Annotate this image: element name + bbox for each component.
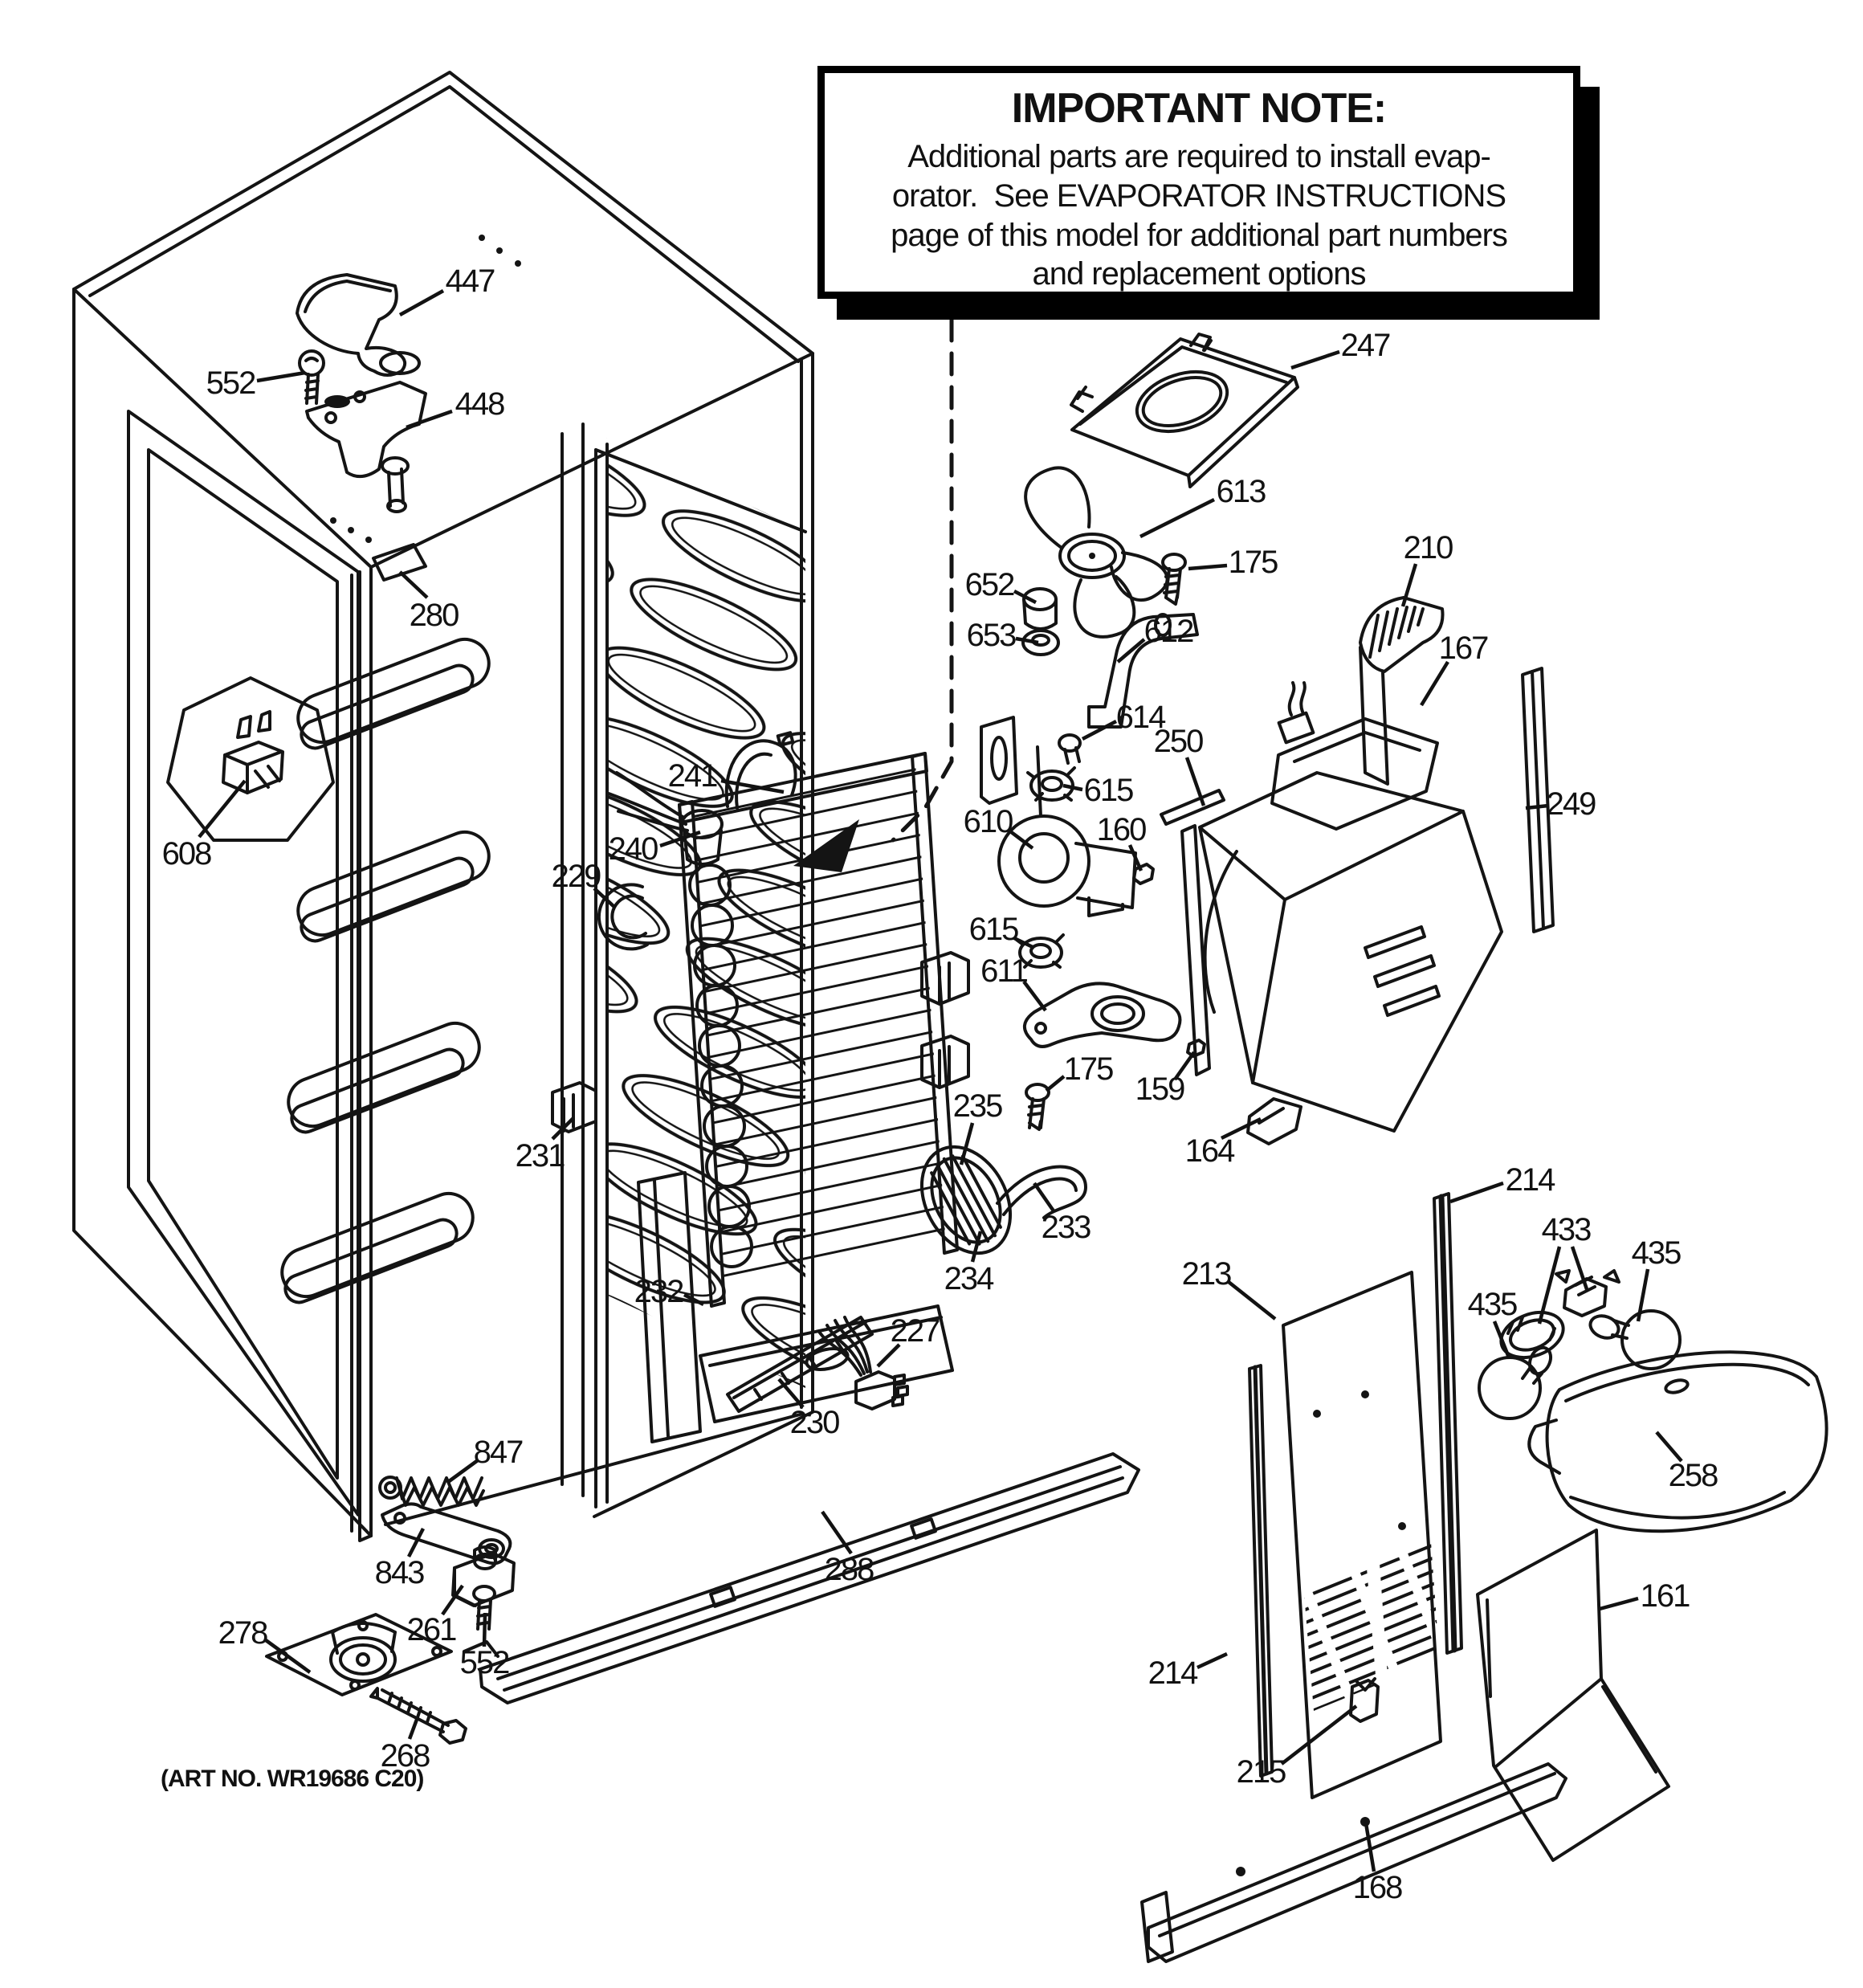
icemaker-assembly: [1134, 598, 1553, 1144]
part-label-653-26: 653: [966, 618, 1016, 653]
note-title: IMPORTANT NOTE:: [1011, 85, 1387, 132]
part-label-615-29: 615: [1083, 773, 1133, 808]
panel-vent-grid-b: [1380, 1542, 1439, 1676]
part-label-552-1: 552: [206, 365, 255, 401]
base-parts: [267, 1477, 514, 1743]
leader-line-214: [1450, 1183, 1503, 1202]
note-line: Additional parts are required to install evap-: [907, 139, 1490, 174]
part-label-231-8: 231: [515, 1138, 565, 1174]
leader-line-214: [1197, 1654, 1227, 1668]
part-label-210-34: 210: [1403, 530, 1453, 565]
part-label-610-30: 610: [963, 804, 1013, 839]
part-label-167-36: 167: [1438, 631, 1488, 666]
leader-line-258: [1657, 1432, 1682, 1461]
leader-line-552: [484, 1613, 485, 1647]
part-label-164-40: 164: [1184, 1133, 1234, 1169]
part-label-435-45: 435: [1467, 1287, 1517, 1322]
part-label-280-3: 280: [409, 598, 459, 633]
part-613-fan-blade: [1025, 467, 1167, 636]
art-number: (ART NO. WR19686 C20): [161, 1766, 424, 1792]
leader-line-247: [1291, 352, 1339, 368]
part-label-247-22: 247: [1340, 328, 1390, 363]
part-label-843-17: 843: [374, 1555, 424, 1590]
part-258-light-shield: [1529, 1352, 1826, 1531]
part-label-213-42: 213: [1181, 1256, 1231, 1292]
leader-line-447: [400, 291, 443, 315]
part-label-227-13: 227: [890, 1313, 940, 1349]
part-label-258-46: 258: [1668, 1458, 1718, 1493]
leader-line-448: [406, 411, 452, 427]
leader-line-213: [1229, 1282, 1275, 1319]
part-label-278-20: 278: [218, 1615, 267, 1651]
part-label-160-38: 160: [1096, 812, 1146, 847]
leader-line-167: [1421, 662, 1448, 705]
part-label-250-35: 250: [1153, 724, 1203, 759]
part-label-608-4: 608: [161, 836, 211, 872]
leader-line-843: [409, 1529, 423, 1557]
part-label-612-27: 612: [1143, 614, 1193, 649]
part-label-611-32: 611: [980, 953, 1027, 989]
part-label-268-21: 268: [380, 1738, 430, 1774]
leader-line-280: [400, 572, 427, 598]
part-label-241-5: 241: [667, 758, 717, 794]
part-160-clip: [1134, 864, 1153, 884]
part-label-175-24: 175: [1228, 545, 1278, 580]
part-label-614-28: 614: [1115, 700, 1165, 735]
floor-rail: [464, 1454, 1139, 1703]
important-note-box: [817, 66, 1580, 299]
callout-ring: [168, 678, 333, 840]
part-label-652-25: 652: [964, 567, 1014, 602]
part-label-435-44: 435: [1631, 1235, 1681, 1271]
leader-line-161: [1600, 1598, 1638, 1609]
leader-line-250: [1187, 757, 1204, 806]
part-label-613-23: 613: [1216, 474, 1266, 509]
part-label-234-11: 234: [944, 1261, 993, 1296]
part-label-159-39: 159: [1135, 1072, 1184, 1107]
part-label-433-43: 433: [1541, 1212, 1591, 1247]
part-433-socket: [1556, 1271, 1619, 1316]
part-label-448-2: 448: [455, 386, 504, 422]
note-line: page of this model for additional part numbers: [891, 217, 1507, 253]
part-label-261-18: 261: [406, 1612, 456, 1647]
leader-line-613: [1140, 500, 1214, 537]
leader-line-235: [961, 1123, 972, 1165]
part-label-214-41: 214: [1505, 1162, 1555, 1198]
part-label-552-19: 552: [459, 1645, 509, 1680]
leader-line-653: [1016, 639, 1038, 643]
part-label-288-15: 288: [824, 1552, 874, 1587]
part-label-240-6: 240: [608, 831, 658, 867]
part-label-168-50: 168: [1352, 1870, 1402, 1905]
rear-panel-assembly: [1142, 1194, 1669, 1961]
part-label-249-37: 249: [1546, 786, 1596, 822]
part-label-235-10: 235: [952, 1088, 1002, 1124]
note-line: and replacement options: [1032, 256, 1366, 292]
leader-line-615: [1063, 786, 1082, 790]
part-175-screw-b: [1026, 1084, 1049, 1129]
part-label-447-0: 447: [445, 263, 495, 299]
part-213-panel: [1283, 1272, 1441, 1798]
leader-line-611: [1024, 982, 1046, 1010]
leader-line-175: [1046, 1076, 1064, 1091]
part-608-switch: [223, 742, 283, 793]
leader-line-608: [199, 781, 245, 837]
icemaker-body: [1182, 683, 1502, 1131]
part-label-215-49: 215: [1236, 1754, 1286, 1790]
light-assembly: [1479, 1271, 1827, 1531]
leader-line-268: [410, 1717, 418, 1739]
leader-line-215: [1282, 1706, 1356, 1764]
leader-line-175: [1188, 565, 1227, 569]
part-label-230-14: 230: [789, 1405, 839, 1440]
part-label-232-9: 232: [634, 1274, 683, 1309]
part-label-161-47: 161: [1640, 1578, 1690, 1614]
part-label-615-31: 615: [968, 912, 1018, 947]
part-label-214-48: 214: [1148, 1655, 1197, 1691]
part-label-233-12: 233: [1041, 1210, 1090, 1245]
part-label-175-33: 175: [1063, 1051, 1113, 1087]
part-614-screw: [1059, 735, 1080, 763]
part-168-rail: [1142, 1764, 1566, 1961]
part-435-bulb-right: [1588, 1311, 1680, 1369]
note-line: orator. See EVAPORATOR INSTRUCTIONS: [891, 178, 1506, 214]
part-247-shroud: [1072, 339, 1294, 476]
part-label-229-7: 229: [551, 859, 601, 894]
fan-mount-bracket: [981, 717, 1017, 803]
part-615-grommet-a: [1028, 768, 1074, 800]
switch-callout: [168, 678, 333, 840]
part-652-bushing: [1024, 589, 1056, 629]
door-shelf-pockets: [275, 632, 496, 1306]
part-label-847-16: 847: [473, 1435, 523, 1470]
leader-line-249: [1526, 806, 1548, 808]
part-268-bolt: [371, 1688, 466, 1743]
leader-line-168: [1365, 1819, 1374, 1872]
leader-line-552: [257, 373, 305, 381]
leader-line-233: [1034, 1183, 1054, 1212]
